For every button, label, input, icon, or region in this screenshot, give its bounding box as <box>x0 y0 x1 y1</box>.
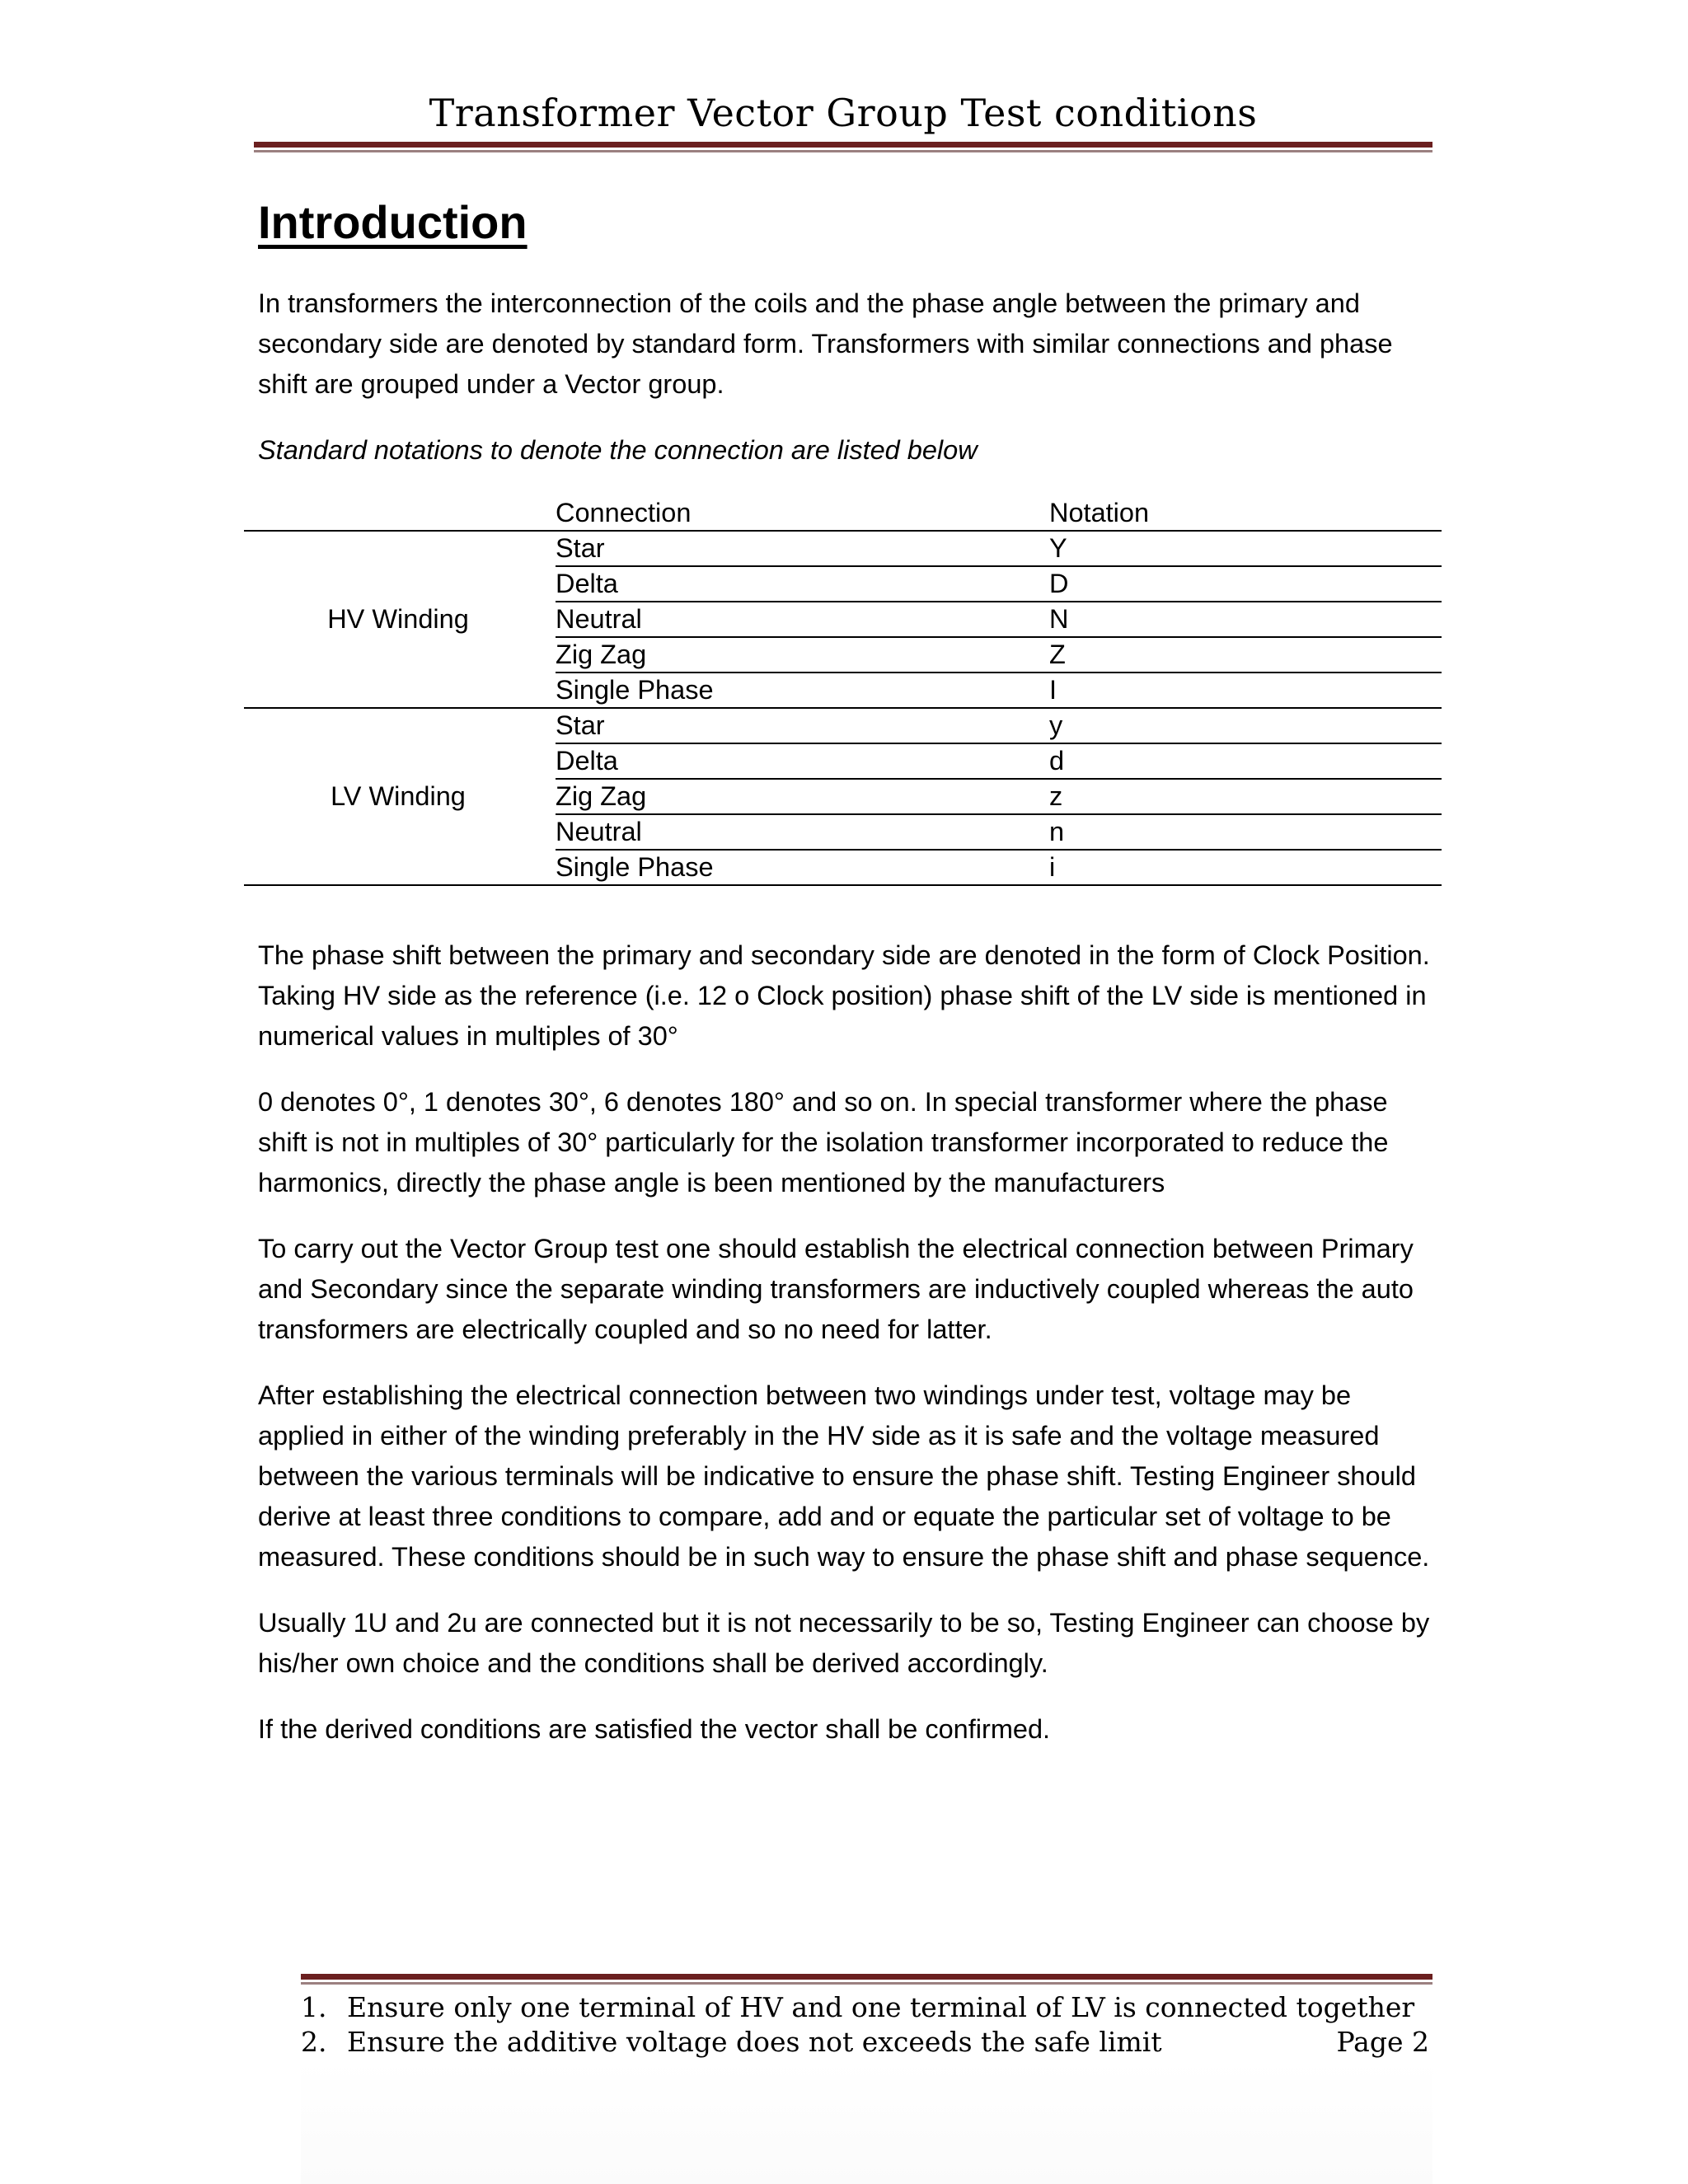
voltage-measurement-paragraph: After establishing the electrical connection between two windings under test, voltage may be applied in either of the winding preferably in the HV side as it is safe and the voltage measured between the various terminals will be indicative to ensure the phase shift. Testing Engineer should derive at least three conditions to compare, add and or equate the particular set of voltage to be measured. These conditions should be in such way to ensure the phase shift and phase sequence. <box>258 1380 1430 1572</box>
test-connection-paragraph: To carry out the Vector Group test one should establish the electrical connection between Primary and Secondary since the separate winding transformers are inductively coupled whereas the auto transformers are electrically coupled and so no need for latter. <box>258 1234 1414 1344</box>
terminal-choice-paragraph: Usually 1U and 2u are connected but it is not necessarily to be so, Testing Engineer can choose by his/her own choice and the conditions shall be derived accordingly. <box>258 1608 1430 1678</box>
intro-paragraph: In transformers the interconnection of the coils and the phase angle between the primary and secondary side are denoted by standard form. Transformers with similar connections and phase shift are grouped under a Vector group. <box>258 288 1393 399</box>
notation-cell: Z <box>1049 637 1442 673</box>
header-rule <box>254 142 1432 148</box>
section-heading: Introduction <box>258 196 528 248</box>
connection-cell: Zig Zag <box>556 779 1049 814</box>
connection-cell: Neutral <box>556 602 1049 637</box>
connection-cell: Zig Zag <box>556 637 1049 673</box>
confirmation-paragraph: If the derived conditions are satisfied the vector shall be confirmed. <box>258 1714 1051 1744</box>
page-number: Page 2 <box>1336 2026 1429 2058</box>
footer-note-number: 1. <box>301 1991 327 2023</box>
connection-cell: Delta <box>556 743 1049 779</box>
notation-cell: D <box>1049 566 1442 602</box>
header-empty-cell <box>244 496 556 531</box>
table-row <box>244 531 1442 566</box>
notation-cell: y <box>1049 708 1442 743</box>
connection-cell: Single Phase <box>556 673 1049 708</box>
phase-shift-paragraph: 0 denotes 0°, 1 denotes 30°, 6 denotes 180° and so on. In special transformer where the phase shift is not in multiples of 30° particularly for the isolation transformer incorporated to reduce the harmonics, directly the phase angle is been mentioned by the manufacturers <box>258 1087 1389 1197</box>
table-row <box>244 708 1442 743</box>
hv-winding-label: HV Winding <box>244 531 556 708</box>
footer-note-text: Ensure only one terminal of HV and one terminal of LV is connected together <box>347 1991 1415 2023</box>
notation-table <box>244 496 1442 886</box>
header-connection: Connection <box>556 496 1049 531</box>
connection-cell: Neutral <box>556 814 1049 850</box>
notation-cell: n <box>1049 814 1442 850</box>
page-footer <box>301 1990 1432 2060</box>
page-content <box>258 190 1437 1775</box>
lv-winding-label: LV Winding <box>244 708 556 885</box>
connection-cell: Star <box>556 708 1049 743</box>
footer-shade <box>301 2060 1432 2184</box>
footer-rule-thin <box>301 1982 1432 1985</box>
table-caption: Standard notations to denote the connection are listed below <box>258 435 978 465</box>
notation-cell: z <box>1049 779 1442 814</box>
footer-note-number: 2. <box>301 2026 327 2058</box>
notation-cell: N <box>1049 602 1442 637</box>
header-notation: Notation <box>1049 496 1442 531</box>
footer-rule <box>301 1974 1432 1980</box>
footer-notes-list <box>301 1990 1432 2060</box>
notation-cell: d <box>1049 743 1442 779</box>
notation-cell: i <box>1049 850 1442 885</box>
notation-cell: Y <box>1049 531 1442 566</box>
footer-note-text: Ensure the additive voltage does not exceeds the safe limit <box>347 2026 1162 2058</box>
page-header-title: Transformer Vector Group Test conditions <box>429 91 1258 135</box>
connection-cell: Star <box>556 531 1049 566</box>
footer-note <box>301 1990 1432 2025</box>
clock-position-paragraph: The phase shift between the primary and secondary side are denoted in the form of Clock Position. Taking HV side as the reference (i.e. 12 o Clock position) phase shift of the LV side is mentioned in numerical values in multiples of 30° <box>258 940 1430 1051</box>
notation-cell: I <box>1049 673 1442 708</box>
footer-note <box>301 2025 1432 2060</box>
connection-cell: Delta <box>556 566 1049 602</box>
table-header-row <box>244 496 1442 531</box>
header-rule-thin <box>254 150 1432 152</box>
connection-cell: Single Phase <box>556 850 1049 885</box>
